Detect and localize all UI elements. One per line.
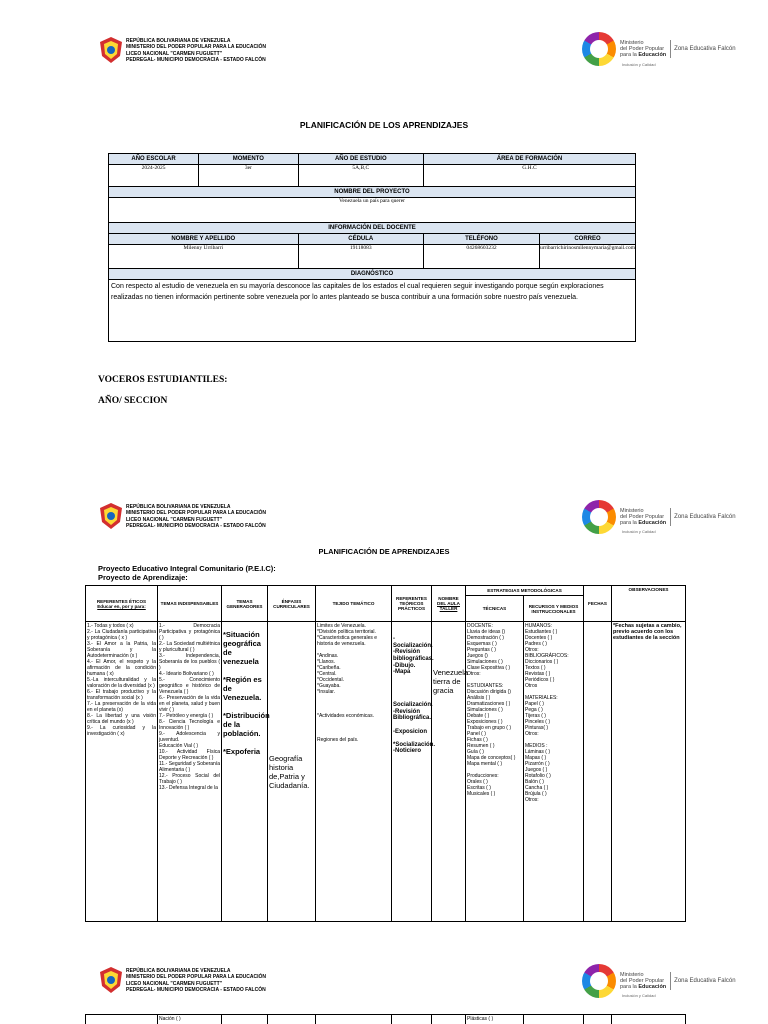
cell [612, 1015, 686, 1024]
ministry-logo-icon [582, 500, 616, 534]
cell [86, 1015, 158, 1024]
col-cedula: CÉDULA [298, 234, 423, 245]
col-aula: NOMBRE DEL AULA TALLER [432, 586, 466, 622]
cell [524, 1015, 584, 1024]
col-temas-indispensables: TEMAS INDISPENSABLES [158, 586, 222, 622]
cell-tecnicas: DOCENTE: Lluvia de ideas () Demostración ( ) Esquemas ( ) Preguntas ( ) Juegos () Simulaciones ( ) Clase Expositiva ( ) Otros: ESTUDIANTES: Discusión dirigida () Análisis ( ) Dramatizaciones ( ) Simulaciones ( ) Debate ( ) Exposiciones ( ) Trabajo en grupo ( ) Panel ( ) Fichas ( ) Resumen ( ) Guía ( ) Mapa de conceptos( ) Mapa mental ( ) Producciones: Orales ( ) Escritas ( ) Musicales ( ) [466, 622, 524, 922]
cell [316, 1015, 392, 1024]
header-line: PEDREGAL- MUNICIPIO DEMOCRACIA - ESTADO FALCÓN [126, 56, 266, 63]
ministry-text: Ministerio [620, 971, 644, 978]
header-line: MINISTERIO DEL PODER POPULAR PARA LA EDUCACIÓN [126, 510, 267, 517]
cell [268, 1015, 316, 1024]
ministry-text: del Poder Popular [620, 513, 665, 520]
value-ano-escolar: 2024-2025 [109, 165, 199, 187]
cell-etica: 1.- Todas y todos ( x) 2.- La Ciudadanía participativa y protagónica ( x ) 3.- El Amor a la Patria, la Soberanía y la Autodeterminación (x ) 4.- El Amor, el respeto y la afirmación de la condición humana ( x) 5.-La interculturalidad y la valoración de la diversidad (x ) 6.- El trabajo productivo y la transformación social (x ) 7.- La preservación de la vida en el planeta (x) 8.- La libertad y una visión crítica del mundo (x ) 9.- La curiosidad y la investigación ( x) [86, 622, 158, 922]
col-temas-generadores: TEMAS GENERADORES [222, 586, 268, 622]
header-line: REPÚBLICA BOLIVARIANA DE VENEZUELA [126, 504, 231, 510]
col-telefono: TELÉFONO [423, 234, 539, 245]
ministry-text-bold: Educación [638, 52, 667, 59]
ministry-logo-icon [582, 32, 616, 66]
page1-title: PLANIFICACIÓN DE LOS APRENDIZAJES [299, 120, 469, 130]
cell [584, 1015, 612, 1024]
val-telefono: 04268603232 [423, 245, 539, 269]
cell-fechas [584, 622, 612, 922]
cell-indispensables-cont: Nación ( ) [158, 1015, 222, 1024]
col-referentes-eticos: REFERENTES ÉTICOS Educar en, por y para: [86, 586, 158, 622]
header-line: REPÚBLICA BOLIVARIANA DE VENEZUELA [126, 968, 231, 974]
info-table [108, 153, 636, 342]
school-crest-icon [98, 36, 124, 64]
diag-text: Con respecto al estudio de venezuela en su mayoría desconoce las capitales de los estados el cual requieren seguir investigando porque según exploraciones realizadas no tienen información pertinente sobre venezuela por lo antes planteado se busca contribuir a una formación sobre nuestro país venezuela. [109, 280, 636, 342]
col-correo: CORREO [539, 234, 635, 245]
tagline: Inclusión y Calidad [622, 529, 656, 534]
val-cedula: 19118083 [298, 245, 423, 269]
value-ano-estudio: 5A,B,C [298, 165, 423, 187]
page2-header-left [98, 502, 266, 530]
voceros-label: VOCEROS ESTUDIANTILES: [98, 375, 228, 385]
cell-indispensables: 1.- Democracia Participativa y protagónica ( ) 2.- La Sociedad multiétnica y pluricultural ( ) 3.- Independencia, Soberanía de los pueblos ( ) 4.- Ideario Bolivariano ( ) 5.- Conocimiento geográfico e histórico de Venezuela ( ) 6.- Preservación de la vida en el planeta, salud y buen vivir ( ) 7.- Petróleo y energía ( ) 8.- Ciencia Tecnología e Innovación ( ) 9.- Adolescencia y juventud. Educación Vial ( ) 10.- Actividad Física Deporte y Recreación ( ) 11.- Seguridad y Soberanía Alimentaria ( ) 12.- Proceso Social del Trabajo ( ) 13.- Defensa Integral de la [158, 622, 222, 922]
diag-header: DIAGNÓSTICO [109, 269, 636, 280]
ministry-text: Ministerio [620, 507, 644, 514]
ministry-text: Ministerio [620, 39, 644, 46]
teacher-header: INFORMACIÓN DEL DOCENTE [109, 223, 636, 234]
planning-table-continued [85, 1014, 686, 1024]
cell-observaciones: *Fechas sujetas a cambio, previo acuerdo con los estudiantes de la sección [612, 622, 686, 922]
header-line: MINISTERIO DEL PODER POPULAR PARA LA EDUCACIÓN [126, 44, 267, 51]
cell-tecnicas-cont: Plásticas ( ) [466, 1015, 524, 1024]
ministry-text: del Poder Popular [620, 45, 665, 52]
header-line: MINISTERIO DEL PODER POPULAR PARA LA EDUCACIÓN [126, 974, 267, 981]
ministry-text-bold: Educación [638, 520, 667, 527]
col-tejido: TEJIDO TEMÁTICO [316, 586, 392, 622]
zona-educativa: Zona Educativa Falcón [674, 514, 736, 520]
ministry-logo-icon [582, 964, 616, 998]
cell-enfasis: Geografía historia de,Patria y Ciudadanía. [268, 622, 316, 922]
ministry-text: para la [620, 520, 637, 527]
pa-label: Proyecto de Aprendizaje: [98, 573, 188, 582]
tagline: Inclusión y Calidad [622, 62, 656, 67]
page3-header-left [98, 966, 266, 994]
header-line: LICEO NACIONAL "CARMEN FUGUETT" [126, 516, 223, 523]
tagline: Inclusión y Calidad [622, 993, 656, 998]
col-estrategias: ESTRATEGIAS METODOLÓGICAS [466, 586, 584, 596]
cell-aula: Venezuela tierra de gracia [432, 622, 466, 922]
header-line: LICEO NACIONAL "CARMEN FUGUETT" [126, 50, 223, 57]
page1-header-left [98, 36, 266, 64]
value-area: G.H.C [423, 165, 635, 187]
page1-header-right [582, 32, 736, 66]
header-ano-escolar: AÑO ESCOLAR [109, 154, 199, 165]
cell-tejido: Limites de Venezuela. *División política territorial. *Caracteristica generales e historia de venezuela. *Andinas. *Llanos. *Caribeña. *Central. *Occidental. *Guayaba. *Insular. *Actividades económicas. Regiones del país. [316, 622, 392, 922]
col-teoricos: REFERENTES TEÓRICOS PRÁCTICOS [392, 586, 432, 622]
col-enfasis: ÉNFASIS CURRICULARES [268, 586, 316, 622]
seccion-label: AÑO/ SECCION [98, 396, 168, 406]
ministry-text: para la [620, 52, 637, 59]
ministry-text: del Poder Popular [620, 977, 665, 984]
project-value: Venezuela un país para querer [109, 198, 636, 223]
cell-teoricos: -Socialización. -Revisión bibliográficas. -Dibujo. -Mapa Socialización. -Revisión Bibliográfica. -Exposicion *Socialización. -Noticiero [392, 622, 432, 922]
col-observaciones: OBSERVACIONES [612, 586, 686, 622]
page2-title: PLANIFICACIÓN DE APRENDIZAJES [318, 547, 450, 556]
zona-educativa: Zona Educativa Falcón [674, 978, 736, 984]
school-crest-icon [98, 502, 124, 530]
planning-table [85, 585, 686, 922]
page3-header-right [582, 964, 736, 998]
header-area: ÁREA DE FORMACIÓN [423, 154, 635, 165]
page2-header-right [582, 500, 736, 534]
col-fechas: FECHAS [584, 586, 612, 622]
cell-generadores: *Situación geográfica de venezuela *Región es de Venezuela. *Distribución de la población. *Expoferia [222, 622, 268, 922]
header-ano-estudio: AÑO DE ESTUDIO [298, 154, 423, 165]
header-line: LICEO NACIONAL "CARMEN FUGUETT" [126, 980, 223, 987]
school-crest-icon [98, 966, 124, 994]
cell [392, 1015, 432, 1024]
cell [222, 1015, 268, 1024]
cell-recursos: HUMANOS: Estudiantes ( ) Docentes ( ) Padres ( ) Otros: BIBLIOGRÁFICOS: Diccionarios ( ) Textos ( ) Revistas ( ) Periódicos ( ) Otros MATERIALES: Papel ( ) Pega ( ) Tijeras ( ) Pinceles ( ) Pinturas( ) Otros: MEDIOS : Láminas ( ) Mapas ( ) Pizarrón ( ) Juegos ( ) Rotafolio ( ) Balón ( ) Cancha ( ) Brújula ( ) Otros: [524, 622, 584, 922]
value-momento: 3er [199, 165, 298, 187]
header-line: REPÚBLICA BOLIVARIANA DE VENEZUELA [126, 38, 231, 44]
val-correo: urribarrichirinosmilennymaria@gmail.com [539, 245, 635, 269]
ministry-text-bold: Educación [638, 984, 667, 991]
val-nombre: Milenny Urribarri [109, 245, 299, 269]
col-nombre: NOMBRE Y APELLIDO [109, 234, 299, 245]
zona-educativa: Zona Educativa Falcón [674, 46, 736, 52]
header-line: PEDREGAL- MUNICIPIO DEMOCRACIA - ESTADO FALCÓN [126, 986, 266, 993]
header-line: PEDREGAL- MUNICIPIO DEMOCRACIA - ESTADO FALCÓN [126, 522, 266, 529]
peic-label: Proyecto Educativo Integral Comunitario (P.E.I.C): [98, 564, 276, 573]
project-header: NOMBRE DEL PROYECTO [109, 187, 636, 198]
ministry-text: para la [620, 984, 637, 991]
cell [432, 1015, 466, 1024]
col-recursos: RECURSOS Y MEDIOS INSTRUCCIONALES [524, 596, 584, 622]
col-tecnicas: TÉCNICAS [466, 596, 524, 622]
header-momento: MOMENTO [199, 154, 298, 165]
